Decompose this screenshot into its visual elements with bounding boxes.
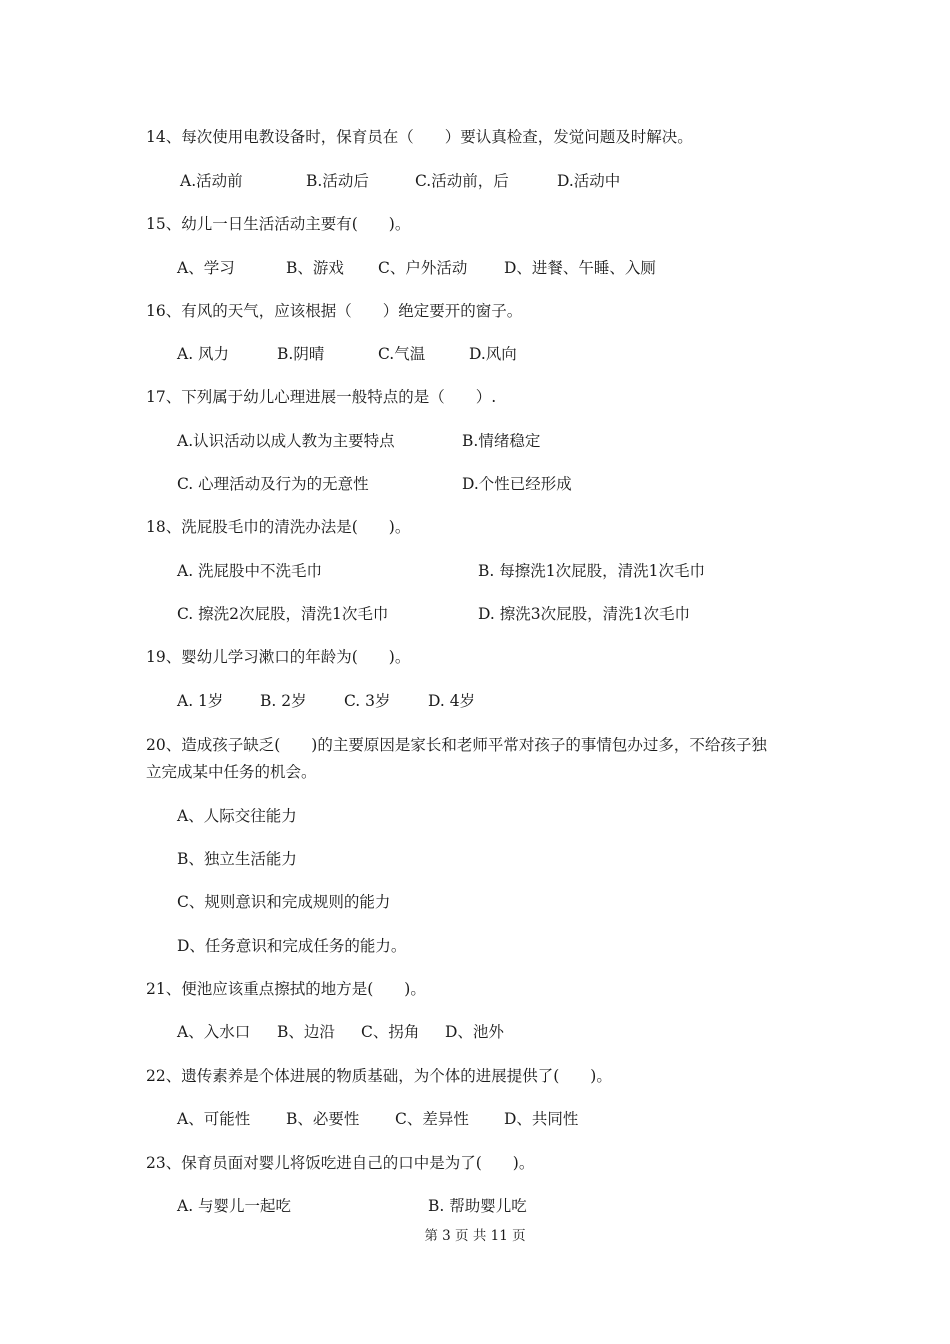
question-19-option-a: A. 1岁 (177, 692, 224, 710)
question-20-stem: 20、造成孩子缺乏( )的主要原因是家长和老师平常对孩子的事情包办过多，不给孩子独 (146, 736, 767, 754)
question-20-option-c: C、规则意识和完成规则的能力 (177, 893, 391, 911)
question-19-option-d: D. 4岁 (428, 692, 476, 710)
question-19-option-b: B. 2岁 (260, 692, 307, 710)
question-17-option-c: C. 心理活动及行为的无意性 (177, 475, 369, 493)
question-18-option-a: A. 洗屁股中不洗毛巾 (177, 562, 323, 580)
question-17-option-b: B.情绪稳定 (462, 432, 541, 450)
question-17-stem: 17、下列属于幼儿心理进展一般特点的是（ ）. (146, 388, 497, 406)
question-23-option-b: B. 帮助婴儿吃 (428, 1197, 527, 1215)
question-15-option-d: D、进餐、午睡、入厕 (504, 259, 656, 277)
page-number-footer: 第 3 页 共 11 页 (424, 1228, 526, 1244)
question-21-stem: 21、便池应该重点擦拭的地方是( )。 (146, 980, 426, 998)
question-23-option-a: A. 与婴儿一起吃 (177, 1197, 292, 1215)
question-21-option-d: D、池外 (445, 1023, 504, 1041)
question-16-option-c: C.气温 (378, 345, 426, 363)
question-16-option-d: D.风向 (469, 345, 517, 363)
question-19-option-c: C. 3岁 (344, 692, 391, 710)
question-14-stem: 14、每次使用电教设备时，保育员在（ ）要认真检查，发觉问题及时解决。 (146, 128, 693, 146)
question-17-option-a: A.认识活动以成人教为主要特点 (177, 432, 395, 450)
question-22-option-c: C、差异性 (395, 1110, 469, 1128)
question-16-option-a: A. 风力 (177, 345, 230, 363)
question-14-option-b: B.活动后 (306, 172, 369, 190)
question-22-stem: 22、遗传素养是个体进展的物质基础，为个体的进展提供了( )。 (146, 1067, 612, 1085)
question-20-option-a: A、人际交往能力 (177, 807, 297, 825)
question-17-option-d: D.个性已经形成 (462, 475, 572, 493)
question-14-option-c: C.活动前，后 (415, 172, 509, 190)
question-23-stem: 23、保育员面对婴儿将饭吃进自己的口中是为了( )。 (146, 1154, 535, 1172)
question-19-stem: 19、婴幼儿学习漱口的年龄为( )。 (146, 648, 411, 666)
question-21-option-b: B、边沿 (277, 1023, 335, 1041)
question-15-option-a: A、学习 (177, 259, 235, 277)
question-18-option-b: B. 每擦洗1次屁股，清洗1次毛巾 (478, 562, 705, 580)
question-18-option-c: C. 擦洗2次屁股，清洗1次毛巾 (177, 605, 389, 623)
question-16-stem: 16、有风的天气，应该根据（ ）绝定要开的窗子。 (146, 302, 523, 320)
question-21-option-a: A、入水口 (177, 1023, 251, 1041)
question-15-option-c: C、户外活动 (378, 259, 468, 277)
question-15-option-b: B、游戏 (286, 259, 344, 277)
question-18-option-d: D. 擦洗3次屁股，清洗1次毛巾 (478, 605, 690, 623)
question-20-stem-continued: 立完成某中任务的机会。 (146, 763, 317, 781)
question-21-option-c: C、拐角 (361, 1023, 420, 1041)
question-22-option-b: B、必要性 (286, 1110, 360, 1128)
question-14-option-d: D.活动中 (557, 172, 621, 190)
question-20-option-d: D、任务意识和完成任务的能力。 (177, 937, 407, 955)
question-14-option-a: A.活动前 (180, 172, 243, 190)
question-22-option-d: D、共同性 (504, 1110, 579, 1128)
question-20-option-b: B、独立生活能力 (177, 850, 297, 868)
question-15-stem: 15、幼儿一日生活活动主要有( )。 (146, 215, 411, 233)
question-16-option-b: B.阴晴 (277, 345, 325, 363)
question-22-option-a: A、可能性 (177, 1110, 251, 1128)
question-18-stem: 18、洗屁股毛巾的清洗办法是( )。 (146, 518, 411, 536)
